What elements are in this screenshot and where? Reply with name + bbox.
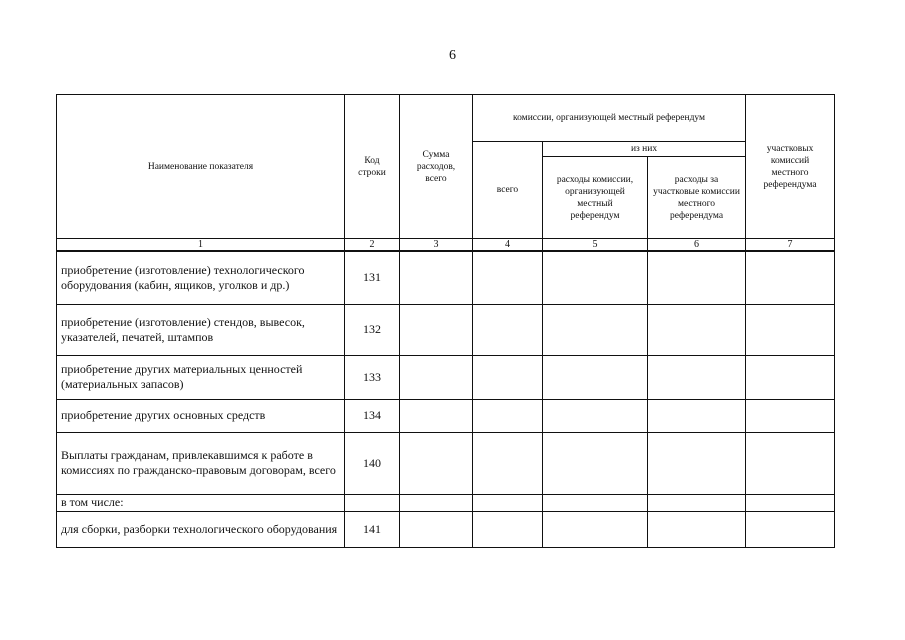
cell-commission [543, 494, 648, 511]
row-code: 131 [345, 251, 400, 304]
cell-total [473, 399, 543, 432]
row-code: 132 [345, 304, 400, 355]
cell-commission [543, 511, 648, 547]
cell-precinct [746, 399, 835, 432]
cell-precinct [746, 355, 835, 399]
row-name: в том числе: [57, 494, 345, 511]
row-code: 133 [345, 355, 400, 399]
cell-sum [400, 432, 473, 494]
table-row [57, 251, 835, 304]
cell-precinct-expenses [648, 304, 746, 355]
cell-precinct [746, 432, 835, 494]
header-sum: Сумма расходов, всего [400, 95, 473, 239]
column-number: 3 [400, 239, 473, 252]
column-number: 7 [746, 239, 835, 252]
cell-sum [400, 304, 473, 355]
cell-sum [400, 355, 473, 399]
cell-sum [400, 511, 473, 547]
row-code: 141 [345, 511, 400, 547]
row-name: для сборки, разборки технологического оборудования [57, 511, 345, 547]
expense-report-table [56, 94, 835, 548]
cell-total [473, 304, 543, 355]
table-row [57, 432, 835, 494]
cell-total [473, 511, 543, 547]
header-commission-group: комиссии, организующей местный референдум [473, 95, 746, 142]
row-name: приобретение других материальных ценностей (материальных запасов) [57, 355, 345, 399]
page-number: 6 [449, 48, 456, 63]
cell-commission [543, 355, 648, 399]
cell-precinct-expenses [648, 511, 746, 547]
column-number: 1 [57, 239, 345, 252]
cell-commission [543, 304, 648, 355]
cell-total [473, 355, 543, 399]
cell-sum [400, 494, 473, 511]
row-name: приобретение (изготовление) стендов, вывесок, указателей, печатей, штампов [57, 304, 345, 355]
cell-precinct [746, 251, 835, 304]
row-name: приобретение (изготовление) технологического оборудования (кабин, ящиков, уголков и др.) [57, 251, 345, 304]
header-commission-expenses: расходы комиссии, организующей местный референдум [543, 157, 648, 239]
cell-precinct-expenses [648, 251, 746, 304]
cell-precinct-expenses [648, 399, 746, 432]
cell-precinct-expenses [648, 432, 746, 494]
cell-precinct [746, 494, 835, 511]
table-row [57, 399, 835, 432]
cell-commission [543, 432, 648, 494]
row-name: Выплаты гражданам, привлекавшимся к работе в комиссиях по гражданско-правовым договорам, всего [57, 432, 345, 494]
table-row [57, 355, 835, 399]
cell-precinct [746, 511, 835, 547]
header-code: Код строки [345, 95, 400, 239]
cell-total [473, 432, 543, 494]
cell-total [473, 494, 543, 511]
cell-commission [543, 251, 648, 304]
header-name: Наименование показателя [57, 95, 345, 239]
table-row [57, 511, 835, 547]
cell-precinct-expenses [648, 355, 746, 399]
row-code: 134 [345, 399, 400, 432]
cell-sum [400, 251, 473, 304]
row-code [345, 494, 400, 511]
header-precinct: участковых комиссий местного референдума [746, 95, 835, 239]
row-code: 140 [345, 432, 400, 494]
table-row [57, 494, 835, 511]
column-number: 5 [543, 239, 648, 252]
column-number: 6 [648, 239, 746, 252]
header-of-which: из них [543, 142, 746, 157]
cell-commission [543, 399, 648, 432]
column-number: 2 [345, 239, 400, 252]
column-number: 4 [473, 239, 543, 252]
column-number-row [57, 239, 835, 252]
table-row [57, 304, 835, 355]
header-precinct-expenses: расходы за участковые комиссии местного референдума [648, 157, 746, 239]
header-total: всего [473, 142, 543, 239]
cell-total [473, 251, 543, 304]
cell-precinct-expenses [648, 494, 746, 511]
cell-sum [400, 399, 473, 432]
row-name: приобретение других основных средств [57, 399, 345, 432]
cell-precinct [746, 304, 835, 355]
